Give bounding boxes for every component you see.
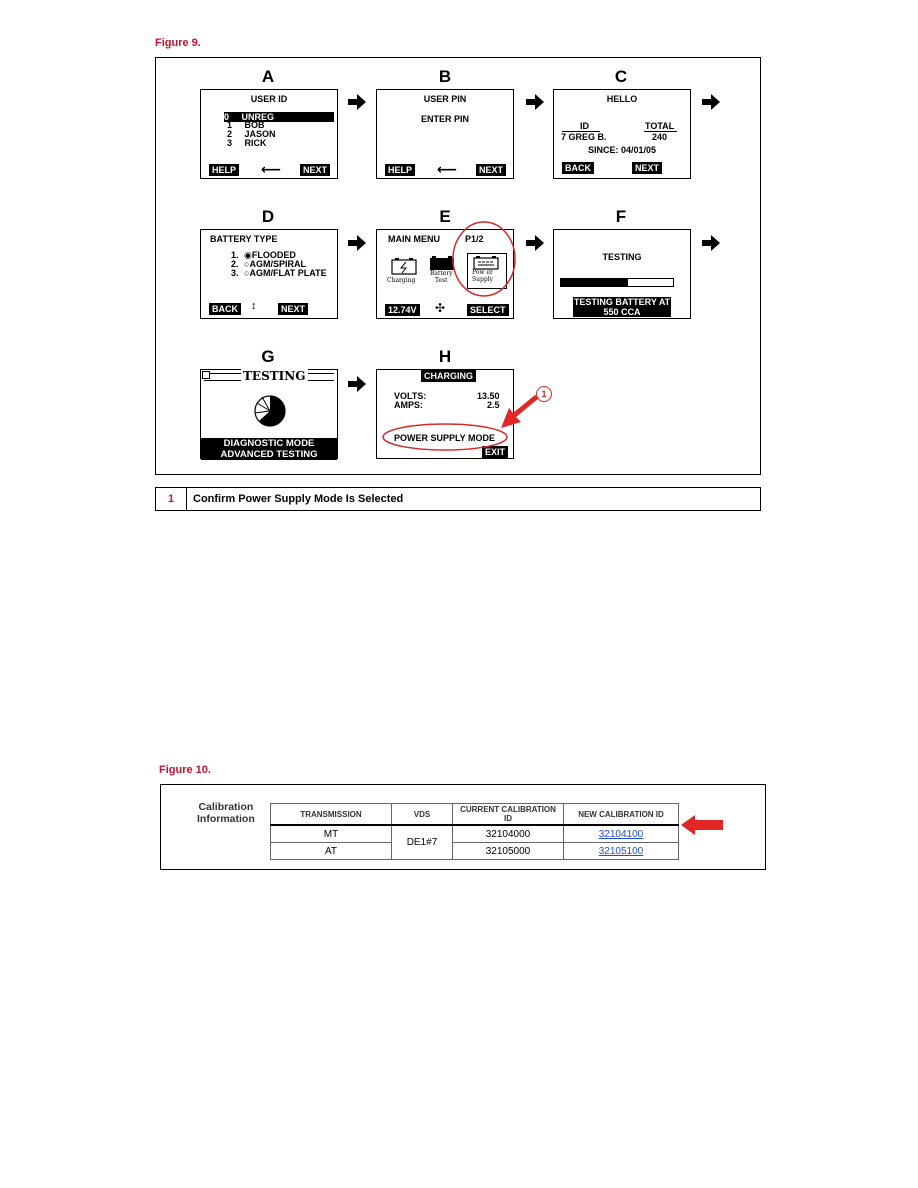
option-label: AGM/SPIRAL	[249, 259, 306, 269]
radio-icon[interactable]: ○	[244, 259, 250, 269]
step-letter-f: F	[615, 207, 627, 226]
charging-header: CHARGING	[421, 370, 476, 382]
new-calibration-cell	[564, 843, 679, 860]
option-num: 1.	[231, 250, 239, 260]
vds-cell: DE1#7	[392, 825, 453, 860]
total-column-label: TOTAL	[645, 121, 675, 131]
highlight-ellipse	[451, 220, 517, 298]
total-value: 240	[652, 132, 668, 142]
table-row	[271, 825, 679, 843]
current-calibration-cell: 32105000	[453, 843, 564, 860]
id-column-label: ID	[580, 121, 589, 131]
charging-icon[interactable]	[391, 257, 417, 275]
back-arrow-icon: ⟵	[437, 161, 458, 177]
select-button[interactable]: SELECT	[467, 304, 509, 316]
back-button[interactable]: BACK	[562, 162, 594, 174]
callout-arrow-icon	[499, 395, 541, 431]
flow-arrow-icon	[702, 94, 720, 110]
step-letter-e: E	[439, 207, 451, 226]
flow-arrow-icon	[348, 376, 366, 392]
screen-e-header: MAIN MENU	[388, 234, 440, 244]
mode-highlight-ellipse	[381, 422, 509, 452]
status-line-1: TESTING BATTERY AT	[573, 297, 671, 307]
battery-test-label: Battery Test	[430, 270, 453, 284]
option-num: 2.	[231, 259, 239, 269]
volts-value: 13.50	[477, 391, 500, 401]
user-name: RICK	[244, 138, 267, 148]
user-num: 1	[227, 120, 233, 130]
screen-a-header: USER ID	[250, 94, 288, 104]
since-date: SINCE: 04/01/05	[587, 145, 657, 155]
calibration-label-line-1: Calibration	[198, 801, 254, 813]
calibration-label-line-2: Information	[197, 813, 255, 825]
mode-line-1: DIAGNOSTIC MODE	[223, 438, 315, 449]
step-letter-c: C	[614, 67, 628, 86]
battery-option-3	[231, 269, 327, 278]
user-name: BOB	[244, 120, 265, 130]
transmission-cell: MT	[271, 825, 392, 843]
new-calibration-link[interactable]: 32104100	[598, 828, 644, 840]
back-arrow-icon: ⟵	[261, 161, 282, 177]
user-num: 3	[227, 138, 233, 148]
status-line-2: 550 CCA	[603, 307, 641, 317]
screen-b-user-pin	[376, 89, 514, 179]
option-label: AGM/FLAT PLATE	[249, 268, 327, 278]
screen-c-header: HELLO	[606, 94, 638, 104]
user-num: 2	[227, 129, 233, 139]
user-name: UNREG	[241, 112, 275, 122]
next-button[interactable]: NEXT	[632, 162, 662, 174]
progress-fill	[561, 279, 628, 286]
current-calibration-cell: 32104000	[453, 825, 564, 843]
screen-b-header: USER PIN	[423, 94, 467, 104]
screen-d-battery-type	[200, 229, 338, 319]
screen-a-user-id	[200, 89, 338, 179]
col-header-transmission: TRANSMISSION	[271, 804, 392, 826]
figure-10-title: Figure 10.	[159, 764, 211, 776]
radio-selected-icon[interactable]: ◉	[244, 250, 252, 260]
flow-arrow-icon	[526, 235, 544, 251]
next-button[interactable]: NEXT	[476, 164, 506, 176]
new-calibration-link[interactable]: 32105100	[598, 845, 644, 857]
transmission-cell: AT	[271, 843, 392, 860]
next-button[interactable]: NEXT	[278, 303, 308, 315]
pointer-arrow-icon	[681, 815, 723, 835]
back-button[interactable]: BACK	[209, 303, 241, 315]
screen-d-header: BATTERY TYPE	[210, 234, 278, 244]
power-supply-mode-label: POWER SUPPLY MODE	[394, 433, 496, 443]
user-num: 0	[224, 112, 230, 122]
user-id-value: 7 GREG B.	[561, 132, 607, 142]
option-label: FLOODED	[251, 250, 296, 260]
step-letter-b: B	[438, 67, 452, 86]
power-supply-label: Pow er Supply	[472, 269, 493, 283]
flow-arrow-icon	[526, 94, 544, 110]
status-banner	[573, 297, 671, 317]
user-row-3	[227, 139, 267, 148]
testing-title: TESTING	[243, 369, 306, 383]
mode-line-2: ADVANCED TESTING	[220, 449, 318, 460]
window-box-icon	[202, 371, 210, 379]
up-down-nav-icon: ↕	[251, 300, 257, 312]
flow-arrow-icon	[348, 94, 366, 110]
page-indicator: P1/2	[465, 234, 484, 244]
amps-value: 2.5	[487, 400, 500, 410]
table-row	[271, 843, 679, 860]
enter-pin-prompt: ENTER PIN	[420, 114, 469, 124]
radio-icon[interactable]: ○	[244, 268, 250, 278]
col-header-current-calibration: CURRENT CALIBRATION ID	[453, 804, 564, 826]
help-button[interactable]: HELP	[385, 164, 415, 176]
calibration-table	[270, 803, 679, 860]
step-letter-d: D	[261, 207, 275, 226]
help-button[interactable]: HELP	[209, 164, 239, 176]
callout-number: 1	[536, 386, 552, 402]
col-header-new-calibration: NEW CALIBRATION ID	[564, 804, 679, 826]
step-letter-h: H	[438, 347, 452, 366]
screen-f-testing	[553, 229, 691, 319]
option-num: 3.	[231, 268, 239, 278]
step-letter-a: A	[261, 67, 275, 86]
figure-9-title: Figure 9.	[155, 37, 201, 49]
table-header-row	[271, 804, 679, 826]
screen-f-header: TESTING	[602, 252, 642, 262]
mode-banner	[201, 438, 337, 460]
progress-bar	[560, 278, 674, 287]
amps-label: AMPS:	[394, 400, 423, 410]
charging-label: Charging	[387, 277, 416, 284]
next-button[interactable]: NEXT	[300, 164, 330, 176]
progress-pie-icon	[254, 394, 286, 428]
screen-g-diagnostic	[200, 369, 338, 459]
exit-button[interactable]: EXIT	[482, 446, 508, 458]
calibration-label	[197, 801, 255, 825]
screen-c-hello	[553, 89, 691, 179]
four-way-nav-icon: ✣	[435, 301, 446, 315]
new-calibration-cell	[564, 825, 679, 843]
volts-label: VOLTS:	[394, 391, 427, 401]
legend-number: 1	[156, 488, 187, 510]
voltage-readout: 12.74V	[385, 304, 420, 316]
user-name: JASON	[244, 129, 276, 139]
col-header-vds: VDS	[392, 804, 453, 826]
flow-arrow-icon	[348, 235, 366, 251]
legend-text: Confirm Power Supply Mode Is Selected	[193, 493, 404, 505]
step-letter-g: G	[261, 347, 275, 366]
flow-arrow-icon	[702, 235, 720, 251]
